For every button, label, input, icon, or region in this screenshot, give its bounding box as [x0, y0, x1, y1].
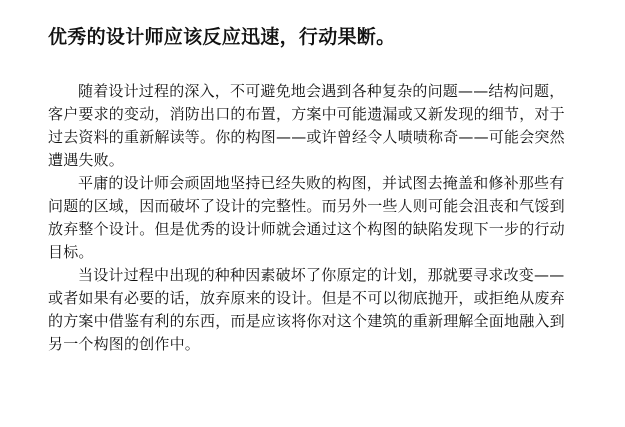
paragraph-2 — [48, 172, 608, 264]
text-line: 目标。 — [48, 243, 94, 261]
paragraph-3 — [48, 264, 608, 356]
text-line: 过去资料的重新解读等。你的构图——或许曾经令人啧啧称奇——可能会突然 — [48, 128, 565, 146]
body-text — [48, 80, 608, 356]
text-line: 随着设计过程的深入，不可避免地会遇到各种复杂的问题——结构问题， — [78, 82, 565, 100]
text-line: 另一个构图的创作中。 — [48, 335, 201, 353]
text-line: 问题的区域，因而破坏了设计的完整性。而另外一些人则可能会沮丧和气馁到 — [48, 197, 565, 215]
text-line: 平庸的设计师会顽固地坚持已经失败的构图，并试图去掩盖和修补那些有 — [78, 174, 565, 192]
text-line: 遭遇失败。 — [48, 151, 125, 169]
section-heading: 优秀的设计师应该反应迅速，行动果断。 — [48, 26, 396, 48]
text-line: 的方案中借鉴有利的东西，而是应该将你对这个建筑的重新理解全面地融入到 — [48, 312, 565, 330]
text-line: 客户要求的变动，消防出口的布置，方案中可能遗漏或又新发现的细节，对于 — [48, 105, 565, 123]
paragraph-1 — [48, 80, 608, 172]
text-line: 当设计过程中出现的种种因素破坏了你原定的计划，那就要寻求改变—— — [78, 266, 565, 284]
text-line: 或者如果有必要的话，放弃原来的设计。但是不可以彻底抛开，或拒绝从废弃 — [48, 289, 565, 307]
text-line: 放弃整个设计。但是优秀的设计师就会通过这个构图的缺陷发现下一步的行动 — [48, 220, 565, 238]
